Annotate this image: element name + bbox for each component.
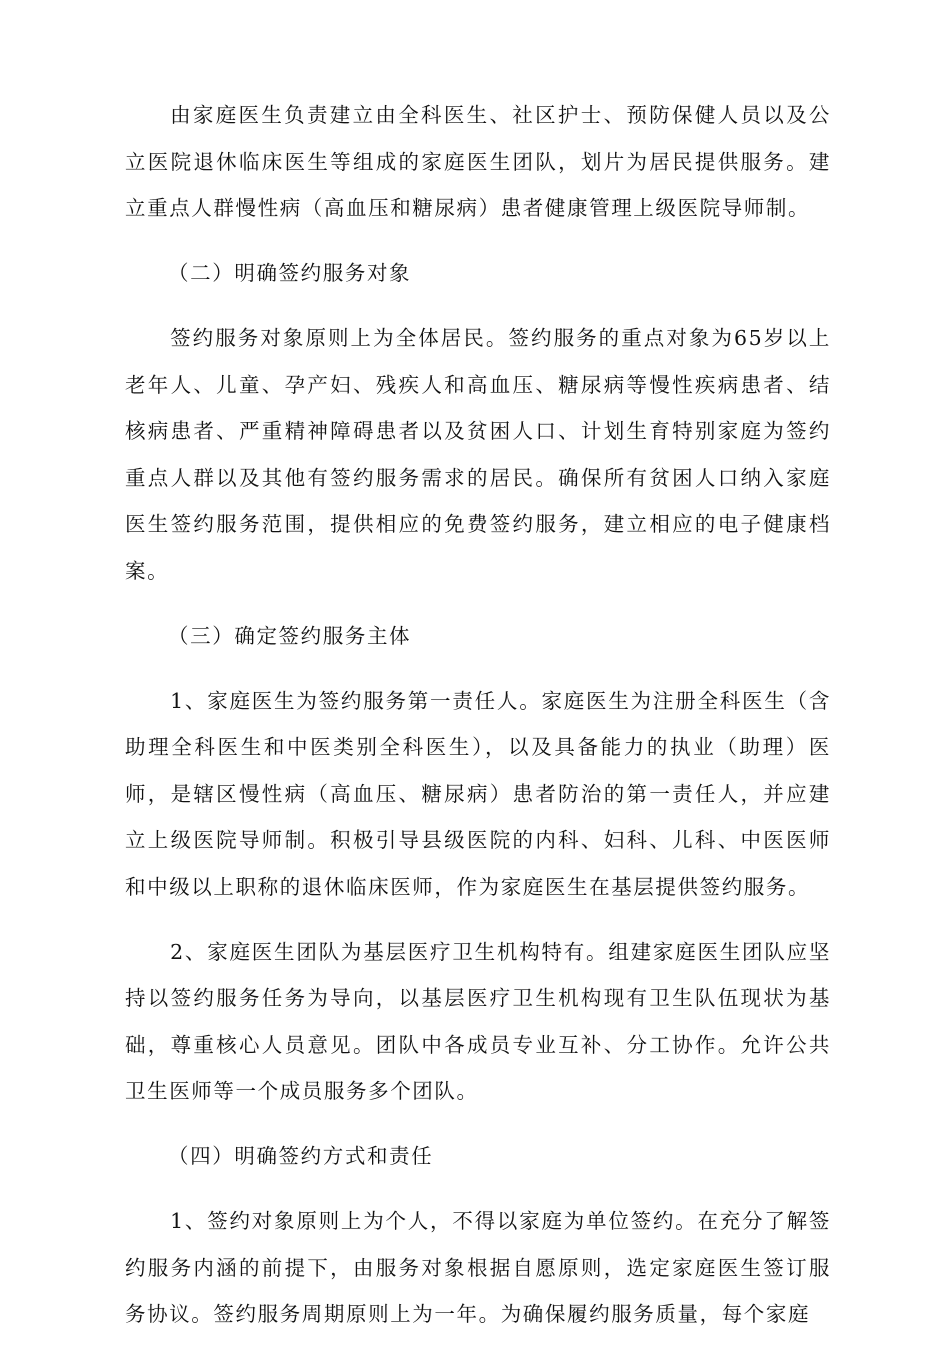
- paragraph-service-targets: 签约服务对象原则上为全体居民。签约服务的重点对象为65岁以上老年人、儿童、孕产妇、残疾人和高血压、糖尿病等慢性疾病患者、结核病患者、严重精神障碍患者以及贫困人口、计划生育特别家庭为签约重点人群以及其他有签约服务需求的居民。确保所有贫困人口纳入家庭医生签约服务范围，提供相应的免费签约服务，建立相应的电子健康档案。: [125, 326, 831, 583]
- section-heading-2: （二）明确签约服务对象: [168, 261, 412, 285]
- paragraph-signing-method: 1、签约对象原则上为个人，不得以家庭为单位签约。在充分了解签约服务内涵的前提下，由服务对象根据自愿原则，选定家庭医生签订服务协议。签约服务周期原则上为一年。为确保履约服务质量，每个家庭: [125, 1209, 831, 1326]
- paragraph-doctor-team: 2、家庭医生团队为基层医疗卫生机构特有。组建家庭医生团队应坚持以签约服务任务为导向，以基层医疗卫生机构现有卫生队伍现状为基础，尊重核心人员意见。团队中各成员专业互补、分工协作。允许公共卫生医师等一个成员服务多个团队。: [125, 939, 831, 1103]
- section-heading-4: （四）明确签约方式和责任: [168, 1144, 434, 1168]
- document-body: [125, 92, 831, 1356]
- paragraph-team-intro: 由家庭医生负责建立由全科医生、社区护士、预防保健人员以及公立医院退休临床医生等组成的家庭医生团队，划片为居民提供服务。建立重点人群慢性病（高血压和糖尿病）患者健康管理上级医院导师制。: [125, 103, 831, 220]
- section-heading-3: （三）确定签约服务主体: [168, 623, 412, 648]
- paragraph-family-doctor: 1、家庭医生为签约服务第一责任人。家庭医生为注册全科医生（含助理全科医生和中医类别全科医生），以及具备能力的执业（助理）医师，是辖区慢性病（高血压、糖尿病）患者防治的第一责任人，并应建立上级医院导师制。积极引导县级医院的内科、妇科、儿科、中医医师和中级以上职称的退休临床医师，作为家庭医生在基层提供签约服务。: [125, 688, 831, 899]
